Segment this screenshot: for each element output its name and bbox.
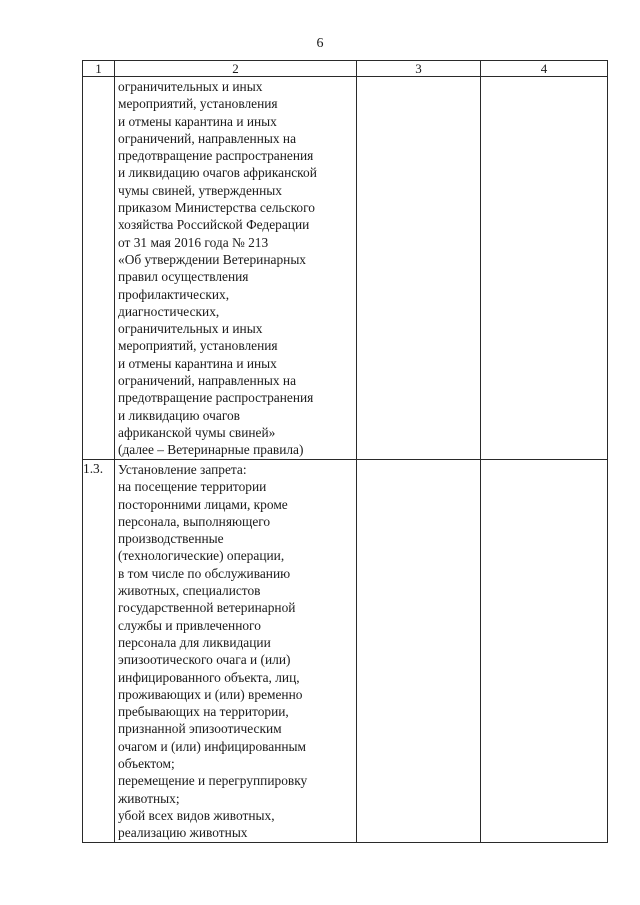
text-line: диагностических, <box>118 303 220 319</box>
text-line: животных, специалистов <box>118 583 261 599</box>
page-number: 6 <box>316 36 324 51</box>
text-line: и отмены карантина и иных <box>118 355 277 371</box>
column-header-2: 2 <box>115 61 357 77</box>
text-line: объектом; <box>118 756 175 772</box>
text-line: ограничительных и иных <box>118 321 263 337</box>
text-line: Установление запрета: <box>118 462 247 477</box>
text-line: от 31 мая 2016 года № 213 <box>118 234 269 250</box>
measure-text <box>115 460 356 842</box>
column-header-3: 3 <box>357 61 481 77</box>
text-line: убой всех видов животных, <box>118 807 275 823</box>
column-4-cell <box>481 77 608 460</box>
column-3-cell <box>357 460 481 843</box>
text-line: (технологические) операции, <box>118 548 285 564</box>
text-line: признанной эпизоотическим <box>118 721 282 737</box>
text-line: в том числе по обслуживанию <box>118 565 291 581</box>
text-line: животных; <box>118 790 180 806</box>
text-line: предотвращение распространения <box>118 148 314 164</box>
table-row-continuation <box>83 77 608 460</box>
text-line: и ликвидацию очагов африканской <box>118 165 317 181</box>
text-line: на посещение территории <box>118 479 267 495</box>
column-4-cell <box>481 460 608 843</box>
text-line: проживающих и (или) временно <box>118 686 303 702</box>
column-3-cell <box>357 77 481 460</box>
text-line: посторонними лицами, кроме <box>118 496 288 512</box>
text-line: государственной ветеринарной <box>118 600 296 616</box>
text-line: производственные <box>118 531 224 547</box>
text-line: ограничений, направленных на <box>118 130 297 146</box>
text-line: африканской чумы свиней» <box>118 424 276 440</box>
text-line: (далее – Ветеринарные правила) <box>118 442 304 458</box>
text-line: хозяйства Российской Федерации <box>118 217 310 233</box>
text-line: реализацию животных <box>118 825 248 841</box>
text-line: эпизоотического очага и (или) <box>118 652 291 668</box>
table-header-row <box>83 61 608 77</box>
text-line: и отмены карантина и иных <box>118 113 277 129</box>
measure-description <box>115 77 357 460</box>
table-row-1-3 <box>83 460 608 843</box>
text-line: службы и привлеченного <box>118 617 261 633</box>
text-line: персонала, выполняющего <box>118 513 271 529</box>
text-line: чумы свиней, утвержденных <box>118 182 282 198</box>
column-header-4: 4 <box>481 61 608 77</box>
text-line: пребывающих на территории, <box>118 704 289 720</box>
text-line: инфицированного объекта, лиц, <box>118 669 300 685</box>
text-line: правил осуществления <box>118 269 249 285</box>
text-line: ограничительных и иных <box>118 79 263 94</box>
text-line: мероприятий, установления <box>118 96 278 112</box>
text-line: приказом Министерства сельского <box>118 200 315 216</box>
text-line: предотвращение распространения <box>118 390 314 406</box>
column-header-1: 1 <box>83 61 115 77</box>
measures-table <box>82 60 608 843</box>
row-number <box>83 77 115 460</box>
measure-text <box>115 77 356 459</box>
text-line: профилактических, <box>118 286 230 302</box>
text-line: очагом и (или) инфицированным <box>118 738 307 754</box>
text-line: перемещение и перегруппировку <box>118 773 308 789</box>
text-line: «Об утверждении Ветеринарных <box>118 251 307 267</box>
text-line: и ликвидацию очагов <box>118 407 240 423</box>
measure-description <box>115 460 357 843</box>
text-line: ограничений, направленных на <box>118 373 297 389</box>
text-line: персонала для ликвидации <box>118 634 271 650</box>
text-line: мероприятий, установления <box>118 338 278 354</box>
row-number: 1.3. <box>83 460 115 843</box>
